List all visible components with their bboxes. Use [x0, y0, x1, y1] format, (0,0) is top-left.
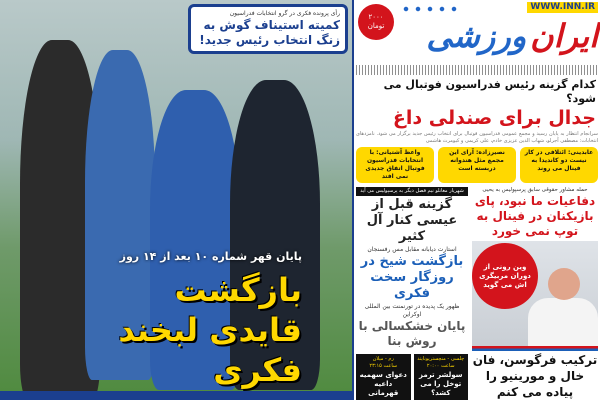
quote-row	[354, 145, 600, 185]
rooney-headline[interactable]: ترکیب فرگوسن، فان خال و مورینیو را پیاده می کنم	[472, 353, 598, 399]
match-headline: دعوای سهمیه داعیه قهرمانی	[359, 371, 407, 397]
story-columns	[354, 185, 600, 400]
match-teams: رم - میلان	[372, 356, 394, 362]
right-column	[472, 187, 598, 400]
story-headline[interactable]: دفاعیات ما نبود، پای بازیکنان در فینال به توپ نمی خورد	[474, 194, 596, 238]
quote-box[interactable]: عابدینی: ائتلافی در کار نیست دو کاندیدا به فینال می روند	[520, 147, 598, 183]
logo-iran: ایران	[530, 17, 598, 55]
lead-subhead: کدام گزینه رئیس فدراسیون فوتبال می شود؟	[383, 78, 596, 105]
story-headline[interactable]: گزینه قبل از عیسی کنار آل کثیر	[366, 197, 458, 244]
right-half	[354, 0, 600, 400]
left-column	[356, 187, 468, 400]
story-headline[interactable]: پایان خشکسالی با روش بنا	[358, 319, 466, 348]
match-time: ساعت ۲۰:۰۰	[426, 363, 455, 369]
quote-box[interactable]: نصیرزاده: آرای این مجمع مثل هندوانه دربسته است	[438, 147, 516, 183]
logo-varzeshi: ورزشی	[426, 17, 527, 55]
callout-kicker: رأی پرونده فکری در گرو انتخابات فدراسیون	[229, 10, 340, 17]
match-box[interactable]	[414, 354, 469, 400]
story-tag: شهریار مغانلو نیم فصل دیگر به پرسپولیس می آید	[356, 187, 468, 196]
match-time: ساعت ۲۳:۱۵	[369, 363, 398, 369]
lead-headline[interactable]: جدال برای صندلی داغ	[392, 107, 596, 129]
masthead	[354, 0, 600, 64]
match-headline: سولشر ترمز توخل را می کشد؟	[419, 371, 463, 397]
logo	[426, 16, 598, 56]
story-kicker: ظهور یک پدیده در تورنمنت بین المللی اوکراین	[364, 303, 460, 318]
main-subhead: پایان قهر شماره ۱۰ بعد از ۱۴ روز	[119, 250, 302, 263]
red-circle-callout: وین رونی از دوران مربیگری اش می گوید	[472, 243, 538, 309]
callout-box[interactable]	[188, 4, 348, 54]
story-kicker: حمله مشاور حقوقی سابق پرسپولیس به یحیی	[482, 187, 588, 193]
match-teams: چلسی - منچستریونایتد	[417, 356, 465, 362]
rooney-head	[548, 268, 580, 300]
rooney-photo	[472, 241, 598, 346]
quote-box[interactable]: واعظ آشتیانی: با انتخابات فدراسیون فوتبال اتفاق جدیدی نمی افتد	[356, 147, 434, 183]
main-headline: بازگشت قایدی لبخند فکری	[118, 271, 302, 389]
site-url[interactable]: WWW.INN.IR	[527, 2, 598, 13]
callout-headline: کمیته استیناف گوش به زنگ انتخاب رئیس جدید!	[199, 18, 340, 47]
match-box[interactable]	[356, 354, 411, 400]
price-badge: ۲۰۰۰ تومان	[358, 4, 394, 40]
rooney-shirt	[528, 298, 598, 346]
match-boxes	[356, 354, 468, 400]
photo-bottom-bar	[0, 391, 352, 400]
logo-dots	[400, 4, 460, 14]
barcode-strip	[356, 65, 598, 75]
story-headline[interactable]: بازگشت شیخ در روزگار سخت فکری	[360, 254, 464, 301]
story-kicker: استارت دیابانه مقابل مس رفسنجان	[367, 246, 457, 253]
lead-body: سرانجام انتظار به پایان رسید و مجمع عمومی فدراسیون فوتبال برای انتخاب رئیس جدید برگزار می شود. نامزدهای انتخابات: مصطفی آجرلو، شهاب الدین عزیزی خادم، علی کریمی و کیومرث هاشمی	[356, 131, 598, 144]
